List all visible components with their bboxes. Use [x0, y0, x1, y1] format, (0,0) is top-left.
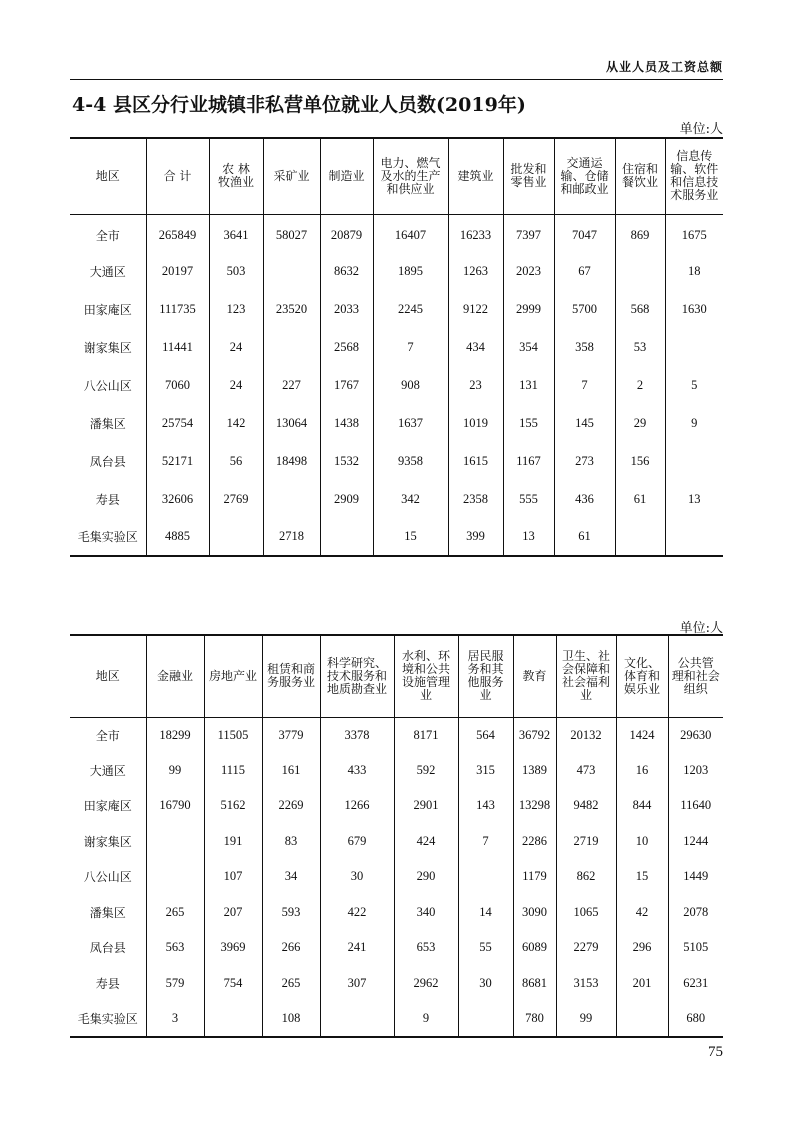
value-cell: 143 [458, 788, 513, 824]
value-cell [458, 859, 513, 895]
table-row [70, 930, 723, 966]
value-cell: 7060 [146, 366, 209, 404]
value-cell: 2078 [668, 895, 723, 931]
value-cell: 58027 [263, 214, 320, 252]
value-cell: 2023 [503, 252, 554, 290]
table-row [70, 753, 723, 789]
value-cell: 61 [615, 480, 665, 518]
value-cell: 161 [262, 753, 320, 789]
value-cell [204, 1001, 262, 1037]
region-name-cell: 八公山区 [83, 378, 132, 393]
value-cell: 433 [320, 753, 394, 789]
value-cell: 1630 [665, 290, 723, 328]
running-header: 从业人员及工资总额 [605, 60, 723, 74]
unit-label-table2: 单位:人 [679, 621, 723, 636]
value-cell: 142 [209, 404, 263, 442]
value-cell [263, 252, 320, 290]
region-name-cell: 凤台县 [89, 941, 126, 956]
value-cell: 2279 [556, 930, 616, 966]
value-cell [665, 518, 723, 556]
value-cell: 9122 [448, 290, 503, 328]
value-cell: 1266 [320, 788, 394, 824]
region-name-cell: 寿县 [95, 976, 120, 991]
page-number: 75 [708, 1044, 723, 1060]
table1-header-row [70, 138, 723, 214]
value-cell: 3153 [556, 966, 616, 1002]
value-cell: 53 [615, 328, 665, 366]
value-cell: 296 [616, 930, 668, 966]
value-cell: 13064 [263, 404, 320, 442]
value-cell: 13 [503, 518, 554, 556]
value-cell: 2909 [320, 480, 373, 518]
value-cell: 5105 [668, 930, 723, 966]
value-cell: 2719 [556, 824, 616, 860]
table-row [70, 788, 723, 824]
value-cell [615, 252, 665, 290]
value-cell: 11505 [204, 717, 262, 753]
column-header: 制造业 [320, 138, 373, 214]
value-cell: 592 [394, 753, 458, 789]
value-cell: 11441 [146, 328, 209, 366]
region-name-cell: 全市 [95, 728, 120, 743]
value-cell: 265 [146, 895, 204, 931]
table-title: 4-4 县区分行业城镇非私营单位就业人员数(2019年) [72, 94, 526, 116]
region-name-cell: 凤台县 [89, 454, 126, 469]
value-cell [263, 480, 320, 518]
value-cell: 340 [394, 895, 458, 931]
value-cell: 9482 [556, 788, 616, 824]
value-cell: 754 [204, 966, 262, 1002]
value-cell: 7 [554, 366, 615, 404]
value-cell: 399 [448, 518, 503, 556]
value-cell: 9358 [373, 442, 448, 480]
table-row [70, 290, 723, 328]
employment-table-part1 [70, 137, 723, 557]
unit-label-table1: 单位:人 [679, 122, 723, 137]
value-cell: 14 [458, 895, 513, 931]
region-name-cell: 田家庵区 [83, 302, 132, 317]
value-cell: 342 [373, 480, 448, 518]
value-cell: 16407 [373, 214, 448, 252]
value-cell: 30 [458, 966, 513, 1002]
value-cell: 1438 [320, 404, 373, 442]
table2-body [70, 717, 723, 1037]
value-cell [665, 442, 723, 480]
value-cell: 61 [554, 518, 615, 556]
value-cell: 1115 [204, 753, 262, 789]
value-cell: 16233 [448, 214, 503, 252]
value-cell: 568 [615, 290, 665, 328]
value-cell: 2999 [503, 290, 554, 328]
value-cell: 1424 [616, 717, 668, 753]
table-row [70, 966, 723, 1002]
value-cell: 20879 [320, 214, 373, 252]
value-cell: 15 [616, 859, 668, 895]
value-cell: 24 [209, 328, 263, 366]
table-row [70, 480, 723, 518]
column-header: 交通运 输、仓储 和邮政业 [554, 138, 615, 214]
value-cell: 2 [615, 366, 665, 404]
value-cell: 1389 [513, 753, 556, 789]
value-cell: 25754 [146, 404, 209, 442]
value-cell: 424 [394, 824, 458, 860]
value-cell: 2901 [394, 788, 458, 824]
value-cell: 6089 [513, 930, 556, 966]
column-header: 农 林 牧渔业 [209, 138, 263, 214]
value-cell: 10 [616, 824, 668, 860]
value-cell: 29630 [668, 717, 723, 753]
value-cell: 18498 [263, 442, 320, 480]
column-header: 住宿和 餐饮业 [615, 138, 665, 214]
value-cell: 1449 [668, 859, 723, 895]
value-cell: 2033 [320, 290, 373, 328]
value-cell [263, 328, 320, 366]
value-cell: 201 [616, 966, 668, 1002]
value-cell: 869 [615, 214, 665, 252]
value-cell: 2286 [513, 824, 556, 860]
value-cell: 473 [556, 753, 616, 789]
value-cell: 1532 [320, 442, 373, 480]
region-name-cell: 谢家集区 [83, 340, 132, 355]
value-cell [320, 518, 373, 556]
value-cell: 23 [448, 366, 503, 404]
column-header: 科学研究、 技术服务和 地质勘查业 [320, 635, 394, 717]
value-cell: 680 [668, 1001, 723, 1037]
value-cell: 436 [554, 480, 615, 518]
value-cell: 307 [320, 966, 394, 1002]
column-header: 批发和 零售业 [503, 138, 554, 214]
value-cell: 2245 [373, 290, 448, 328]
column-header: 公共管 理和社会 组织 [668, 635, 723, 717]
value-cell: 99 [556, 1001, 616, 1037]
value-cell: 579 [146, 966, 204, 1002]
value-cell: 2718 [263, 518, 320, 556]
value-cell: 16790 [146, 788, 204, 824]
region-name-cell: 田家庵区 [83, 799, 132, 814]
value-cell: 8171 [394, 717, 458, 753]
value-cell: 3 [146, 1001, 204, 1037]
value-cell: 266 [262, 930, 320, 966]
value-cell: 315 [458, 753, 513, 789]
value-cell [458, 1001, 513, 1037]
value-cell: 5 [665, 366, 723, 404]
table-row [70, 518, 723, 556]
column-header: 金融业 [146, 635, 204, 717]
value-cell: 780 [513, 1001, 556, 1037]
value-cell: 265 [262, 966, 320, 1002]
table-row [70, 252, 723, 290]
value-cell: 99 [146, 753, 204, 789]
column-header: 采矿业 [263, 138, 320, 214]
value-cell: 1615 [448, 442, 503, 480]
region-name-cell: 潘集区 [89, 416, 126, 431]
value-cell: 34 [262, 859, 320, 895]
region-name-cell: 八公山区 [83, 870, 132, 885]
column-header: 合 计 [146, 138, 209, 214]
value-cell: 503 [209, 252, 263, 290]
value-cell: 653 [394, 930, 458, 966]
column-header: 建筑业 [448, 138, 503, 214]
value-cell [209, 518, 263, 556]
value-cell: 434 [448, 328, 503, 366]
value-cell: 13298 [513, 788, 556, 824]
value-cell: 422 [320, 895, 394, 931]
value-cell: 5700 [554, 290, 615, 328]
value-cell: 2962 [394, 966, 458, 1002]
column-header-region: 地区 [70, 635, 146, 717]
value-cell: 7 [373, 328, 448, 366]
value-cell [146, 859, 204, 895]
value-cell: 32606 [146, 480, 209, 518]
column-header-region: 地区 [70, 138, 146, 214]
value-cell: 7047 [554, 214, 615, 252]
value-cell: 555 [503, 480, 554, 518]
value-cell [616, 1001, 668, 1037]
value-cell [665, 328, 723, 366]
value-cell: 36792 [513, 717, 556, 753]
value-cell [320, 1001, 394, 1037]
value-cell: 56 [209, 442, 263, 480]
value-cell: 4885 [146, 518, 209, 556]
value-cell [146, 824, 204, 860]
region-name-cell: 潘集区 [89, 905, 126, 920]
value-cell: 265849 [146, 214, 209, 252]
value-cell: 1675 [665, 214, 723, 252]
column-header: 水利、环 境和公共 设施管理 业 [394, 635, 458, 717]
value-cell: 111735 [146, 290, 209, 328]
column-header: 教育 [513, 635, 556, 717]
table-row [70, 1001, 723, 1037]
column-header: 房地产业 [204, 635, 262, 717]
table-row [70, 895, 723, 931]
value-cell: 593 [262, 895, 320, 931]
table-row [70, 328, 723, 366]
value-cell: 862 [556, 859, 616, 895]
value-cell: 20132 [556, 717, 616, 753]
value-cell: 3969 [204, 930, 262, 966]
value-cell: 1263 [448, 252, 503, 290]
value-cell: 7397 [503, 214, 554, 252]
value-cell: 67 [554, 252, 615, 290]
column-header: 电力、燃气 及水的生产 和供应业 [373, 138, 448, 214]
value-cell: 358 [554, 328, 615, 366]
value-cell: 5162 [204, 788, 262, 824]
column-header: 文化、 体育和 娱乐业 [616, 635, 668, 717]
value-cell: 145 [554, 404, 615, 442]
value-cell: 30 [320, 859, 394, 895]
table-row [70, 366, 723, 404]
region-name-cell: 毛集实验区 [77, 530, 138, 544]
region-name-cell: 大通区 [89, 264, 126, 279]
value-cell: 3779 [262, 717, 320, 753]
table-row [70, 214, 723, 252]
value-cell: 1179 [513, 859, 556, 895]
column-header: 租赁和商 务服务业 [262, 635, 320, 717]
value-cell: 1167 [503, 442, 554, 480]
table-row [70, 859, 723, 895]
value-cell: 55 [458, 930, 513, 966]
header-rule [70, 79, 723, 80]
value-cell [615, 518, 665, 556]
value-cell: 9 [394, 1001, 458, 1037]
value-cell: 15 [373, 518, 448, 556]
value-cell: 1065 [556, 895, 616, 931]
value-cell: 131 [503, 366, 554, 404]
value-cell: 1244 [668, 824, 723, 860]
value-cell: 207 [204, 895, 262, 931]
value-cell: 3378 [320, 717, 394, 753]
value-cell: 13 [665, 480, 723, 518]
column-header: 卫生、社 会保障和 社会福利 业 [556, 635, 616, 717]
value-cell: 7 [458, 824, 513, 860]
value-cell: 908 [373, 366, 448, 404]
value-cell: 290 [394, 859, 458, 895]
value-cell: 107 [204, 859, 262, 895]
value-cell: 2269 [262, 788, 320, 824]
value-cell: 2769 [209, 480, 263, 518]
table-row [70, 442, 723, 480]
value-cell: 29 [615, 404, 665, 442]
column-header: 信息传 输、软件 和信息技 术服务业 [665, 138, 723, 214]
region-name-cell: 寿县 [95, 492, 120, 507]
value-cell: 1019 [448, 404, 503, 442]
value-cell: 1637 [373, 404, 448, 442]
value-cell: 191 [204, 824, 262, 860]
table1-body [70, 214, 723, 556]
value-cell: 23520 [263, 290, 320, 328]
value-cell: 6231 [668, 966, 723, 1002]
value-cell: 679 [320, 824, 394, 860]
region-name-cell: 谢家集区 [83, 834, 132, 849]
value-cell: 42 [616, 895, 668, 931]
table-row [70, 824, 723, 860]
value-cell: 8632 [320, 252, 373, 290]
value-cell: 227 [263, 366, 320, 404]
table-row [70, 717, 723, 753]
value-cell: 16 [616, 753, 668, 789]
value-cell: 108 [262, 1001, 320, 1037]
value-cell: 3641 [209, 214, 263, 252]
value-cell: 9 [665, 404, 723, 442]
value-cell: 2568 [320, 328, 373, 366]
value-cell: 123 [209, 290, 263, 328]
value-cell: 52171 [146, 442, 209, 480]
value-cell: 83 [262, 824, 320, 860]
value-cell: 1895 [373, 252, 448, 290]
value-cell: 11640 [668, 788, 723, 824]
value-cell: 563 [146, 930, 204, 966]
region-name-cell: 全市 [95, 228, 120, 243]
value-cell: 273 [554, 442, 615, 480]
employment-table-part2 [70, 634, 723, 1038]
value-cell: 155 [503, 404, 554, 442]
value-cell: 1767 [320, 366, 373, 404]
value-cell: 1203 [668, 753, 723, 789]
value-cell: 18299 [146, 717, 204, 753]
value-cell: 156 [615, 442, 665, 480]
region-name-cell: 大通区 [89, 763, 126, 778]
value-cell: 2358 [448, 480, 503, 518]
table-row [70, 404, 723, 442]
value-cell: 844 [616, 788, 668, 824]
value-cell: 20197 [146, 252, 209, 290]
table2-header-row [70, 635, 723, 717]
value-cell: 24 [209, 366, 263, 404]
value-cell: 241 [320, 930, 394, 966]
region-name-cell: 毛集实验区 [77, 1011, 138, 1026]
value-cell: 564 [458, 717, 513, 753]
value-cell: 18 [665, 252, 723, 290]
value-cell: 354 [503, 328, 554, 366]
value-cell: 8681 [513, 966, 556, 1002]
column-header: 居民服 务和其 他服务 业 [458, 635, 513, 717]
value-cell: 3090 [513, 895, 556, 931]
